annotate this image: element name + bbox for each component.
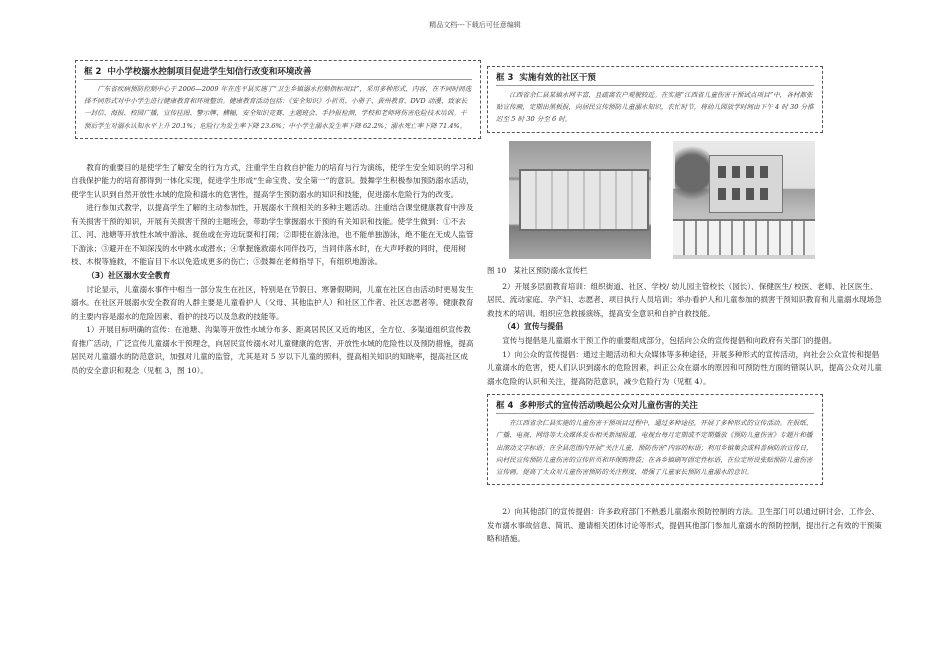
box-2-text: 广东省疾病预防控制中心于 2006—2009 年在连平县实施了“卫生乡镇溺水控制指标项目”，采用多种形式、内容，在不同时间选择不同形式对中小学生进行健康教育和环境整治。健康教育活动包括：《安全知识》小折页、小册子、黄州教育、DVD 动漫、致家长一封信、海报、校园广播，宣传挂图、警示牌、横幅，安全知识竞赛、主题班会、手抄报检测，学校和老师将伤害危险技术培训。干预后学生对溺水认知水平上升 20.1%；危险行为发生率下降 23.6%；中小学生溺水发生率下降 62.2%；溺水死亡率下降 71.4%。 <box>84 85 472 130</box>
paragraph-department-advocacy: 2）向其他部门的宣传提倡：许多政府部门不熟悉儿童溺水预防控制的方法。卫生部门可以通过研讨会、工作会、发布溺水事故信息、简讯、邀请相关团体讨论等形式，提倡其他部门参加儿童溺水的预防控制，提出行之有效的干预策略和措施。 <box>487 507 882 544</box>
box-4-label: 框 4 <box>496 401 514 412</box>
photo-community-building <box>673 141 815 259</box>
building-shape <box>709 155 783 213</box>
box-4-text: 在江西省余仁县实施的儿童伤害干预项目过程中，通过多种途径，开展了多种形式的宣传活动。在报纸、广播、电视、网络等大众媒体发布相关新闻报道，电视台每月定期或不定期播放《预防儿童伤害》专题片和播出滚动文字标语；在全县范围内开展“关注儿童，预防伤害”内容的标语；利用乡镇集会或科普病防治宣传日，向村民宣传预防儿童伤害的宣传折页和环保购物袋；在各乡镇刷写固定性标语，在位定所设张贴预防儿童伤害宣传画。提高了大众对儿童伤害预防的关注程度，增强了儿童家长预防儿童溺水的意识。 <box>496 419 813 476</box>
box-3-heading: 实施有效的社区干预 <box>519 73 596 83</box>
box-4 <box>487 394 823 485</box>
page-header-note: 精品文档---下载后可任意编辑 <box>429 21 521 29</box>
box-4-title <box>496 399 814 414</box>
paragraph-multilevel-training: 2）开展多层面教育培训：组织街道、社区、学校/ 幼儿园主管校长（园长）、保健医生/ 校医、老师、社区医生、居民、流动家庭、孕产妇、志愿者、项目执行人员培训；举办看护人和儿童参加的损害干预知识教育和儿童溺水现场急救技术的培训。组织应急救援演练，提高安全意识和自护自救技能。 <box>487 281 882 318</box>
paragraph-targeted-publicity: 1）开展目标明确的宣传：在池塘、沟渠等开放性水域分布多、距离居民区又近的地区，全方位、多渠道组织宣传教育推广活动，广泛宣传儿童溺水干预理念，向居民宣传溺水对儿童健康的危害、开放性水域的危险性以及预防措施，提高居民对儿童溺水的防范意识，加强对儿童的监管，尤其是对 5 岁以下儿童的照料，提高相关知识的知晓率，提高社区成员的安全意识和观念（见框 3，图 10）。 <box>71 325 474 375</box>
left-column <box>71 60 475 377</box>
box-2 <box>75 60 481 139</box>
fence-shape <box>673 219 815 255</box>
box-4-heading: 多种形式的宣传活动唤起公众对儿童伤害的关注 <box>519 401 698 412</box>
box-3 <box>487 66 823 133</box>
box-2-heading: 中小学校溺水控制项目促进学生知信行改变和环境改善 <box>107 67 312 77</box>
photo-publicity-board <box>509 141 651 259</box>
paragraph-participatory-teaching: 进行参加式教学，以提高学生了解的主动参加性，开展溺水干预相关的多种主题活动。注重结合课堂健康教育中涉及有关损害干预的知识，开展有关损害干预的主题班会，带助学生掌握溺水干预的有关知识和技能。使学生做到：①不去江、河、池塘等开放性水域中游泳、捉鱼或在旁边玩耍和打闹；②即使在游泳池，也不能单独游泳，绝不能在无成人监管下游泳；③避开在不知深浅的水中跳水或潜水；④掌握施救溺水同伴技巧，当同伴落水时，在大声呼救的同时，使用树枝、木棍等施救，不能盲目下水以免造成更多的伤亡；⑤鼓舞在老师指导下，有组织地游泳。 <box>71 203 474 267</box>
paragraph-education-purpose: 教育的重要目的是使学生了解安全的行为方式，注重学生自救自护能力的培育与行为演练，使学生安全知识的学习和自我保护能力的培育都得到一体化实现，促进学生形成“生命宝贵、安全第一”的意识。鼓舞学生积极参加预防溺水活动，使学生认识到自然开放性水域的危险和溺水的危害性，提高学生预防溺水的知识和技能，促进溺水危险行为的改变。 <box>71 162 474 199</box>
tree-shape <box>675 145 709 215</box>
paragraph-public-advocacy: 1）向公众的宣传提倡：通过主题活动和大众媒体等多种途径，开展多种形式的宣传活动，向社会公众宣传和提倡儿童溺水的危害，使人们认识到溺水的危险因素，纠正公众在溺水的原因和可预防性方面的错误认识，提高公众对儿童溺水危险的认识和关注，提高防范意识，减少危险行为（见框 4）。 <box>487 349 882 386</box>
figure-10-caption: 图 10 某社区预防溺水宣传栏 <box>487 265 588 275</box>
section-heading-community-education: （3）社区溺水安全教育 <box>87 270 171 280</box>
publicity-board-shape <box>519 169 649 231</box>
paragraph-community-risk: 讨论显示，儿童溺水事件中相当一部分发生在社区，特别是在节假日、寒暑假期间，儿童在社区自由活动时更易发生溺水。在社区开展溺水安全教育的人群主要是儿童看护人（父母、其他监护人）和社区工作者、社区志愿者等。健康教育的主要内容是溺水的危险因素、看护的技巧以及急救的技能等。 <box>71 284 474 321</box>
box-3-title <box>496 71 814 86</box>
box-2-title <box>84 65 472 80</box>
section-heading-advocacy: （4）宣传与提倡 <box>503 322 564 332</box>
box-3-label: 框 3 <box>496 73 514 83</box>
right-column <box>487 66 885 546</box>
box-2-label: 框 2 <box>84 67 102 77</box>
figure-10-photos <box>509 141 815 259</box>
box-3-text: 江西省余仁县某镇水网丰富，且疏离农户观貌较近。在实施“江西省儿童伤害干预试点项目”中，各村都张贴宣传画，定期出黑板报，向居民宣传预防儿童溺水知识，农忙时节，将幼儿园放学时间由下午 4 时 30 分推迟至 5 时 30 分至 6 时。 <box>496 91 814 124</box>
paragraph-advocacy-intro: 宣传与提倡是儿童溺水干预工作的重要组成部分，包括向公众的宣传提倡和向政府有关部门的提倡。 <box>502 336 837 346</box>
